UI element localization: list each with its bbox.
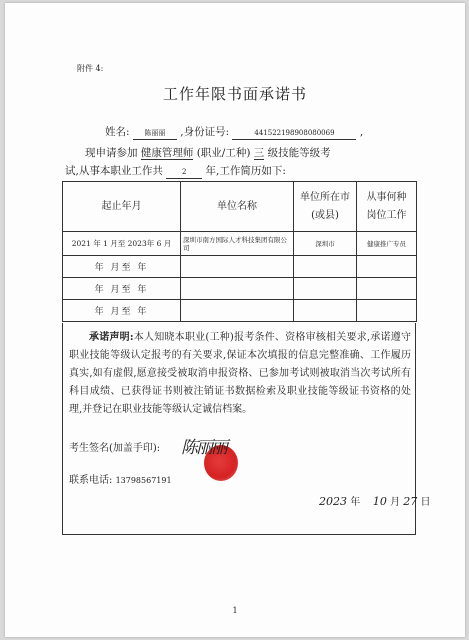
declaration-lead: 承诺声明: (89, 332, 134, 343)
name-label: 姓名: (105, 126, 130, 138)
header-position: 从事何种 岗位工作 (357, 182, 417, 232)
document-page (5, 3, 465, 637)
table-row (63, 232, 417, 256)
header-period: 起止年月 (63, 182, 181, 232)
handwritten-signature: 陈丽丽 (181, 438, 226, 458)
years-value: 2 (166, 167, 202, 179)
attachment-label: 附件 4: (77, 64, 104, 73)
phone-value: 13798567191 (115, 476, 172, 485)
declaration-body: 本人知晓本职业(工种)报考条件、资格审核相关要求,承诺遵守职业技能等级认定报考的有关要求,保证本次填报的信息完整准确、工作履历真实,如有虚假,愿意接受被取消申报资格、已参加考试则被取消当次考试所有科目成绩、已获得证书则被注销证书数据检索及职业技能等级证书资格的处理,并登记在职业技能等级认定诚信档案。 (69, 332, 411, 415)
signature-label: 考生签名(加盖手印): (69, 443, 161, 454)
date-month: 10 (372, 495, 387, 508)
row1-period: 2021 年 1 月至 2023年 6 月 (63, 232, 181, 256)
occupation-type-label: (职业/工种) (196, 147, 251, 159)
apply-suffix: 级技能等级考 (267, 147, 331, 159)
table-row (63, 256, 417, 278)
years-prefix: 试,从事本职业工作共 (65, 165, 163, 177)
name-value: 陈丽丽 (133, 128, 177, 140)
table-row (63, 300, 417, 322)
phone-line (69, 471, 172, 486)
application-line (85, 145, 331, 160)
name-line (105, 124, 363, 140)
row3-period: 年 月至 年 (63, 278, 181, 300)
row1-position: 健康推广专员 (357, 232, 417, 256)
apply-prefix: 现申请参加 (85, 147, 138, 159)
phone-label: 联系电话: (69, 475, 113, 486)
row1-company: 深圳市南方国际人才科技集团有限公司 (181, 232, 294, 256)
date-month-unit: 月 (390, 497, 401, 508)
line1-tail: , (359, 126, 364, 138)
page-number: 1 (232, 606, 238, 615)
date-day-unit: 日 (420, 497, 431, 508)
document-title: 工作年限书面承诺书 (162, 85, 307, 103)
row2-period: 年 月至 年 (63, 256, 181, 278)
id-label: ,身份证号: (180, 126, 230, 138)
header-city: 单位所在市 (或县) (294, 182, 357, 232)
work-history-table (62, 181, 417, 322)
occupation-value: 健康管理师 (140, 147, 194, 159)
date-year: 2023 (319, 495, 347, 508)
sign-date (319, 493, 430, 508)
header-company: 单位名称 (181, 182, 294, 232)
years-suffix: 年,工作简历如下: (205, 165, 286, 177)
level-value: 三 (253, 147, 265, 159)
date-day: 27 (403, 495, 418, 508)
declaration-text (69, 329, 411, 419)
id-number-value: 441522198908080069 (232, 128, 356, 140)
years-line (65, 163, 286, 179)
row1-city: 深圳市 (294, 232, 357, 256)
date-year-unit: 年 (350, 497, 361, 508)
row4-period: 年 月至 年 (63, 300, 181, 322)
table-header-row (63, 182, 417, 232)
table-row (63, 278, 417, 300)
declaration-box (62, 323, 431, 535)
